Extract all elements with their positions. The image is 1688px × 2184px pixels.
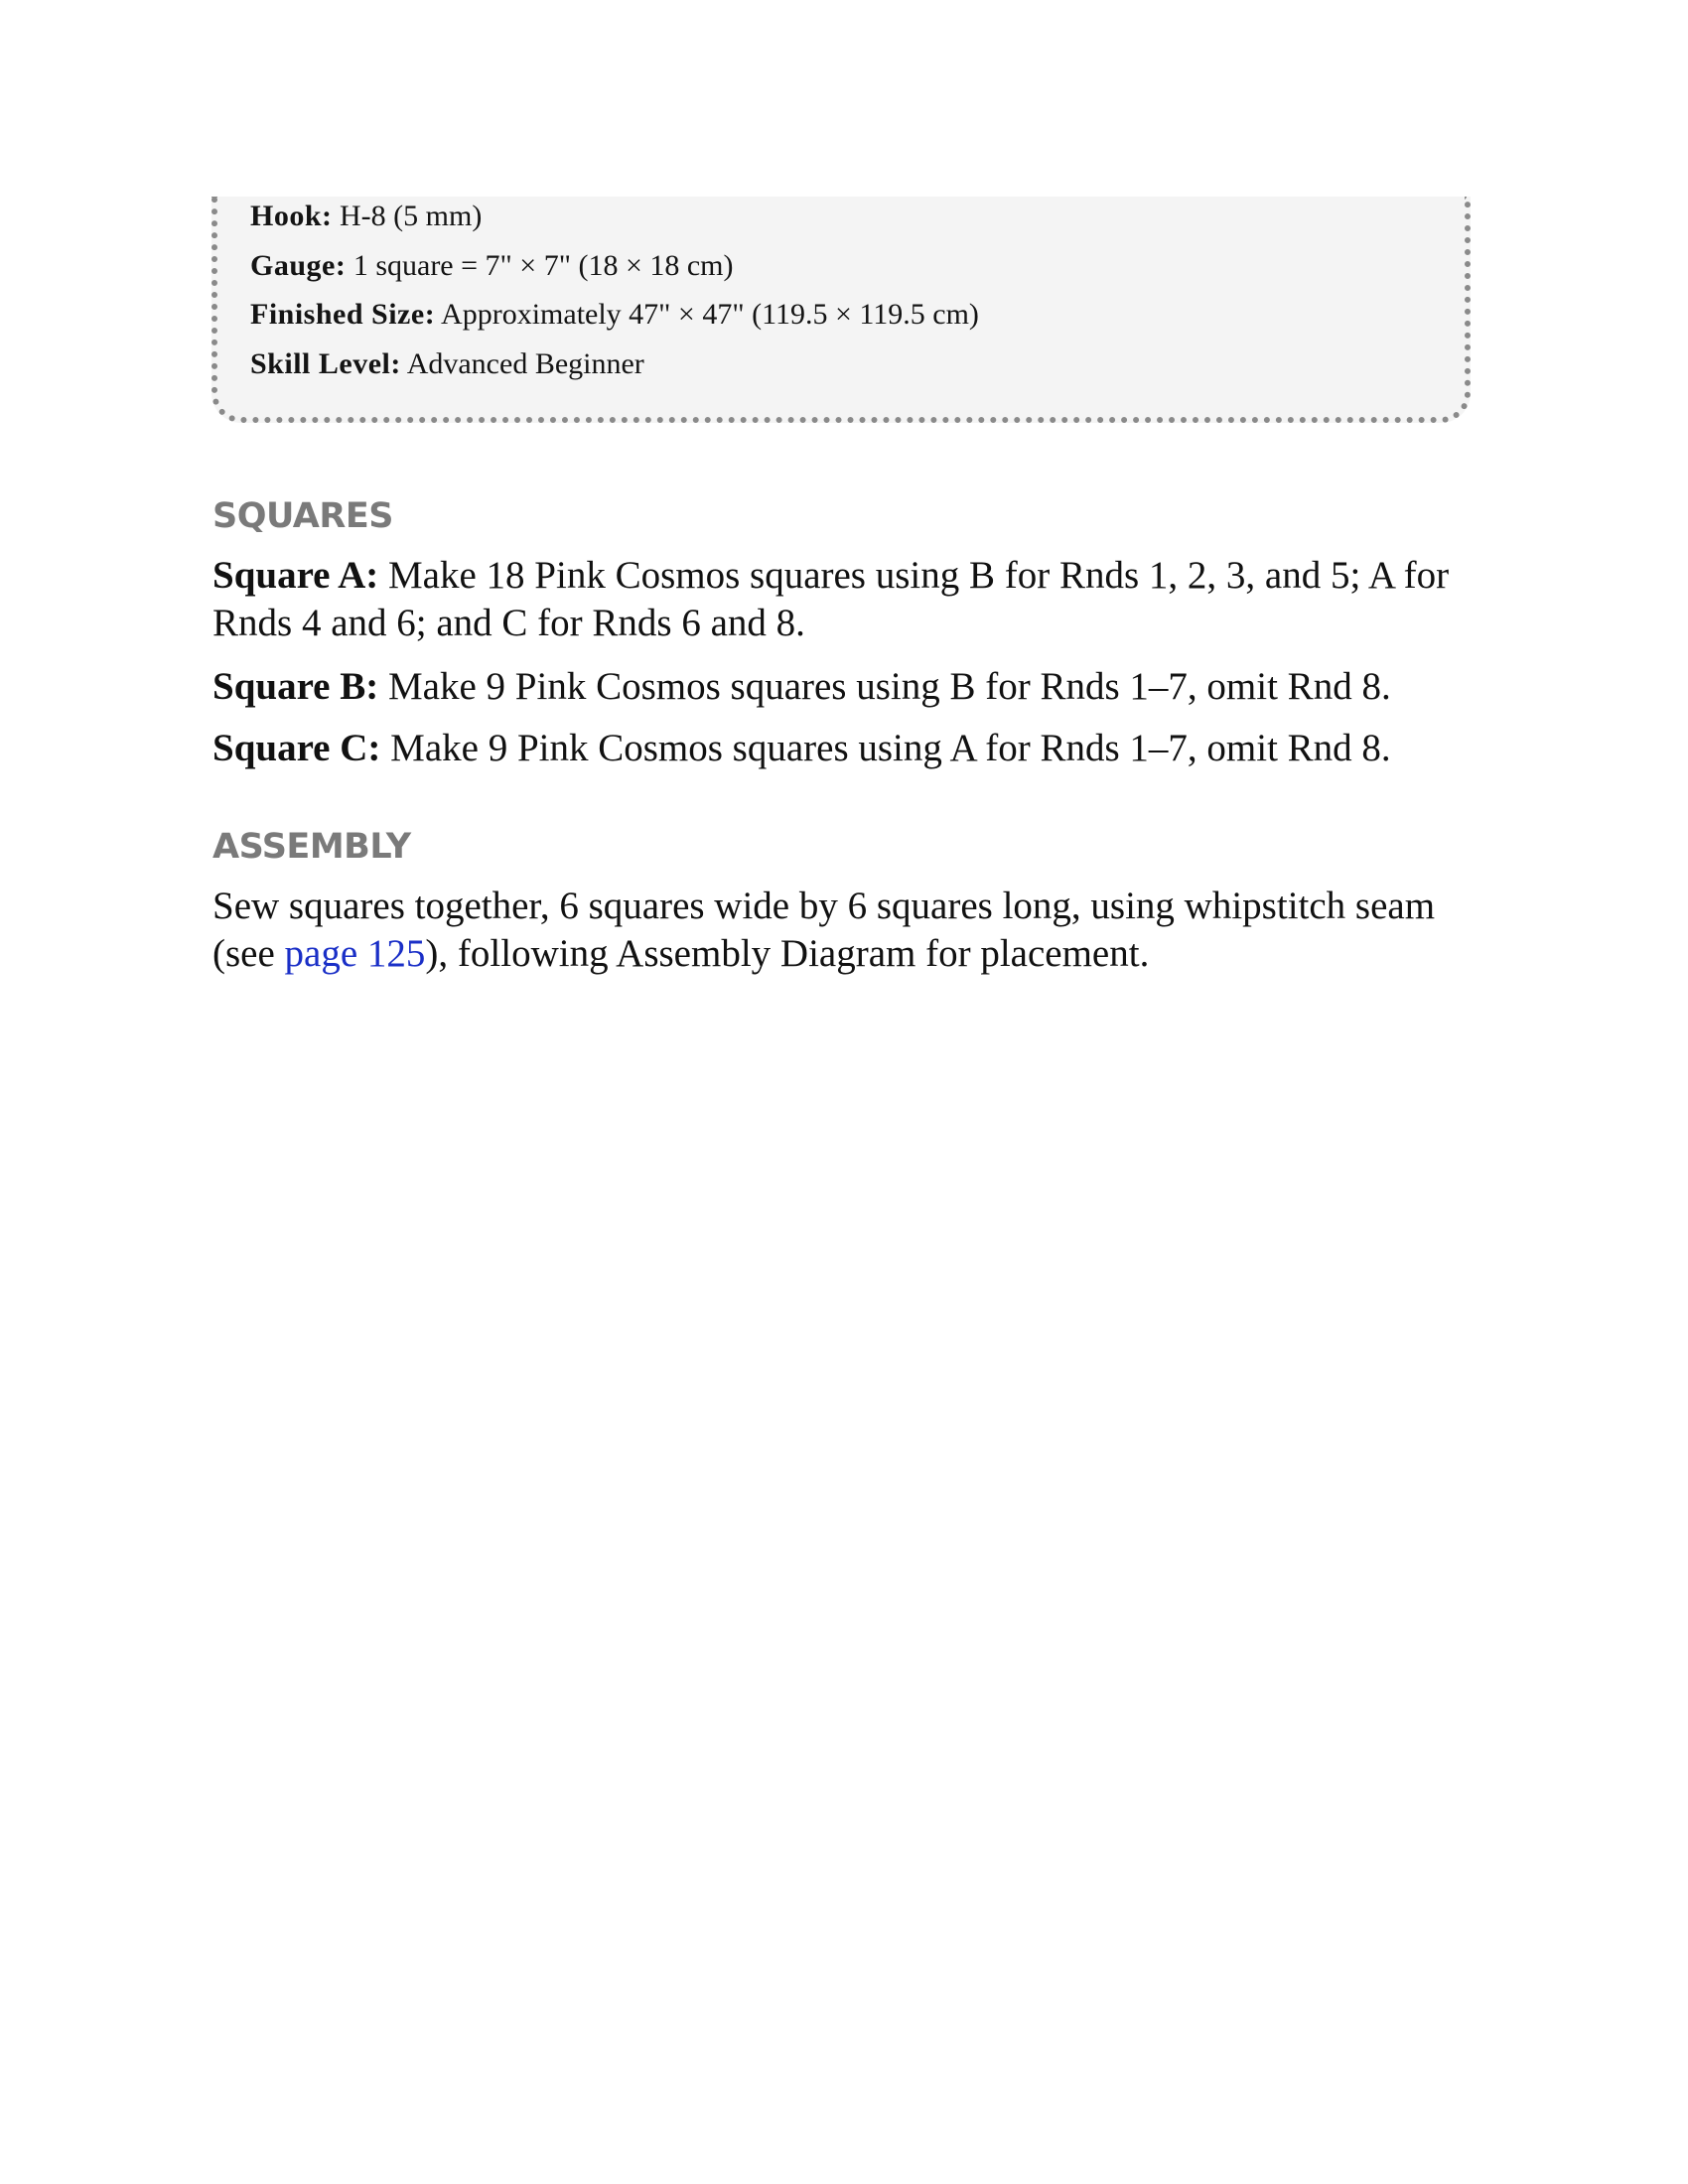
square-a-label: Square A: — [212, 554, 379, 597]
spec-hook-value: H-8 (5 mm) — [340, 200, 483, 232]
assembly-heading: ASSEMBLY — [212, 827, 411, 867]
square-c-paragraph — [212, 725, 1474, 772]
square-c-text: Make 9 Pink Cosmos squares using A for Rnds 1–7, omit Rnd 8. — [390, 727, 1391, 769]
square-a-paragraph — [212, 552, 1474, 647]
spec-finished-size-label: Finished Size: — [250, 298, 436, 331]
assembly-text-end: ), following Assembly Diagram for placement. — [425, 932, 1150, 975]
spec-skill-level-value: Advanced Beginner — [406, 347, 644, 380]
spec-hook-label: Hook: — [250, 200, 333, 232]
square-b-paragraph — [212, 663, 1474, 711]
square-b-label: Square B: — [212, 665, 379, 708]
assembly-text-start: Sew squares together, 6 squares wide by 6 squares long, using whipstitch seam (see — [212, 885, 1436, 975]
spec-skill-level-label: Skill Level: — [250, 347, 401, 380]
spec-skill-level — [250, 346, 644, 382]
square-a-text: Make 18 Pink Cosmos squares using B for Rnds 1, 2, 3, and 5; A for Rnds 4 and 6; and C for Rnds 6 and 8. — [212, 554, 1450, 644]
squares-heading: SQUARES — [212, 496, 393, 536]
square-c-label: Square C: — [212, 727, 381, 769]
spec-gauge-label: Gauge: — [250, 249, 347, 282]
spec-gauge-value: 1 square = 7" × 7" (18 × 18 cm) — [352, 249, 734, 282]
spec-hook — [250, 199, 482, 234]
spec-finished-size-value: Approximately 47" × 47" (119.5 × 119.5 cm) — [441, 298, 979, 331]
assembly-paragraph — [212, 883, 1474, 978]
page-125-link[interactable]: page 125 — [284, 932, 426, 975]
square-b-text: Make 9 Pink Cosmos squares using B for Rnds 1–7, omit Rnd 8. — [388, 665, 1391, 708]
spec-finished-size — [250, 297, 979, 333]
spec-gauge — [250, 248, 734, 284]
